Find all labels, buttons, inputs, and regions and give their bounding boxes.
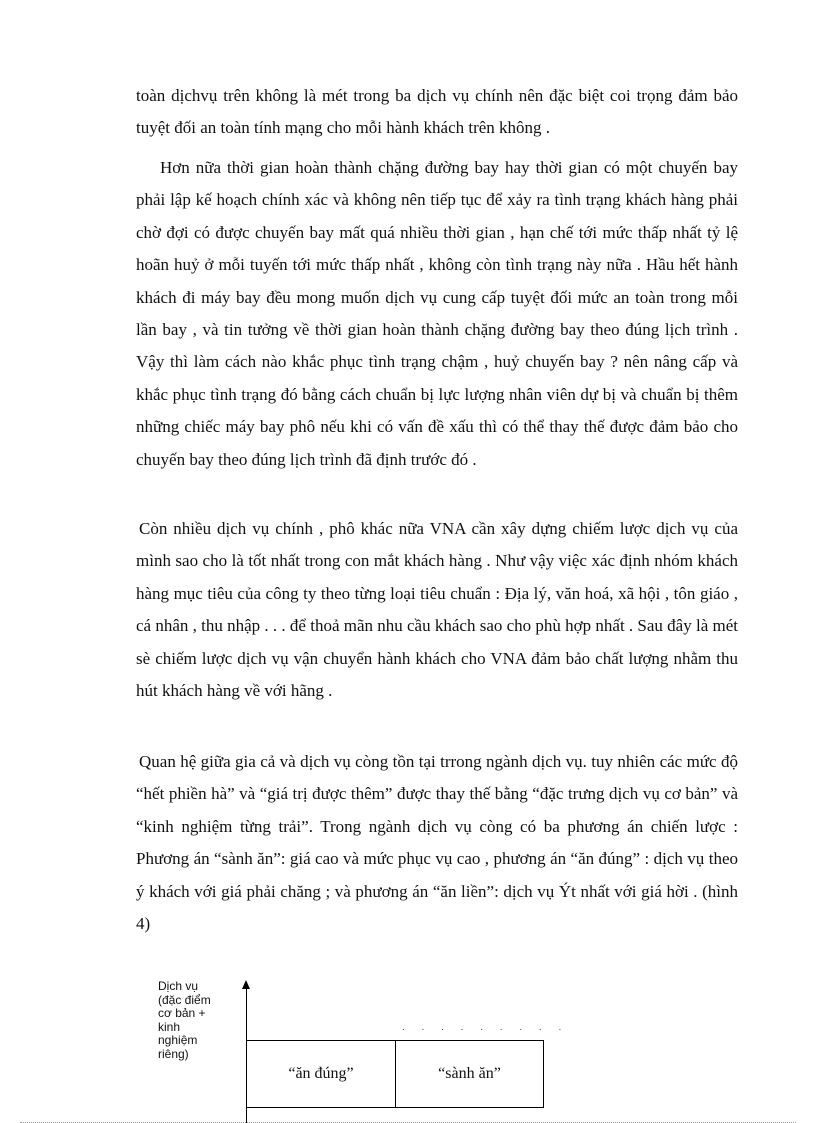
paragraph-text: Hơn nữa thời gian hoàn thành chặng đường bay hay thời gian có một chuyến bay phải lập kế hoạch chính xác và không nên tiếp tục để xảy ra tình trạng khách hàng phải chờ đợi có được chuyến bay mất quá nhiều thời gian , hạn chế tới mức thấp nhất tỷ lệ hoãn huỷ ở mỗi tuyến tới mức thấp nhất , không còn tình trạng này nữa . Hầu hết hành khách đi máy bay đều mong muốn dịch vụ cung cấp tuyệt đối mức an toàn trong mỗi lần bay , và tin tưởng về thời gian hoàn thành chặng đường bay theo đúng lịch trình . Vậy thì làm cách nào khắc phục tình trạng chậm , huỷ chuyến bay ? nên nâng cấp và khắc phục tình trạng đó bằng cách chuẩn bị lực lượng nhân viên dự bị và chuẩn bị thêm những chiếc máy bay phô nếu khi có vấn đề xấu thì có thể thay thế được đảm bảo cho chuyến bay theo đúng lịch trình đã định trước đó . xyxy=(136,158,738,469)
quadrant-label: “ăn đúng” xyxy=(288,1065,354,1082)
quadrant-an-dung xyxy=(246,1040,396,1108)
paragraph-text: Còn nhiều dịch vụ chính , phô khác nữa VNA cần xây dựng chiếm lược dịch vụ của mình sao cho là tốt nhất trong con mắt khách hàng . Như vậy việc xác định nhóm khách hàng mục tiêu của công ty theo từng loại tiêu chuẩn : Địa lý, văn hoá, xã hội , tôn giáo , cá nhân , thu nhập . . . để thoả mãn nhu cầu khách sao cho phù hợp nhất . Sau đây là mét sè chiếm lược dịch vụ vận chuyển hành khách cho VNA đảm bảo chất lượng nhằm thu hút khách hàng về với hãng . xyxy=(136,519,738,701)
paragraph-3 xyxy=(136,513,738,707)
paragraph-4 xyxy=(136,746,738,940)
quadrant-label: “sành ăn” xyxy=(438,1065,501,1082)
y-axis-label: Dịch vụ (đặc điểm cơ bản + kinh nghiệm riêng) xyxy=(158,979,211,1061)
paragraph-text: toàn dịchvụ trên không là mét trong ba dịch vụ chính nên đặc biệt coi trọng đảm bảo tuyệt đối an toàn tính mạng cho mỗi hành khách trên không . xyxy=(136,86,738,138)
quadrant-sanh-an xyxy=(395,1040,544,1108)
paragraph-1 xyxy=(136,80,738,145)
paragraph-2 xyxy=(136,152,738,476)
paragraph-text: Quan hệ giữa gia cả và dịch vụ còng tồn tại trrong ngành dịch vụ. tuy nhiên các mức độ “hết phiền hà” và “giá trị được thêm” được thay thế bằng “đặc trưng dịch vụ cơ bản” và “kinh nghiệm từng trải”. Trong ngành dịch vụ còng có ba phương án chiến lược : Phương án “sành ăn”: giá cao và mức phục vụ cao , phương án “ăn đúng” : dịch vụ theo ý khách với giá phải chăng ; và phương án “ăn liền”: dịch vụ Ýt nhất với giá hời . (hình 4) xyxy=(136,752,738,934)
strategy-diagram xyxy=(0,960,816,1123)
dotted-marks: . . . . . . . . . xyxy=(402,1022,569,1033)
